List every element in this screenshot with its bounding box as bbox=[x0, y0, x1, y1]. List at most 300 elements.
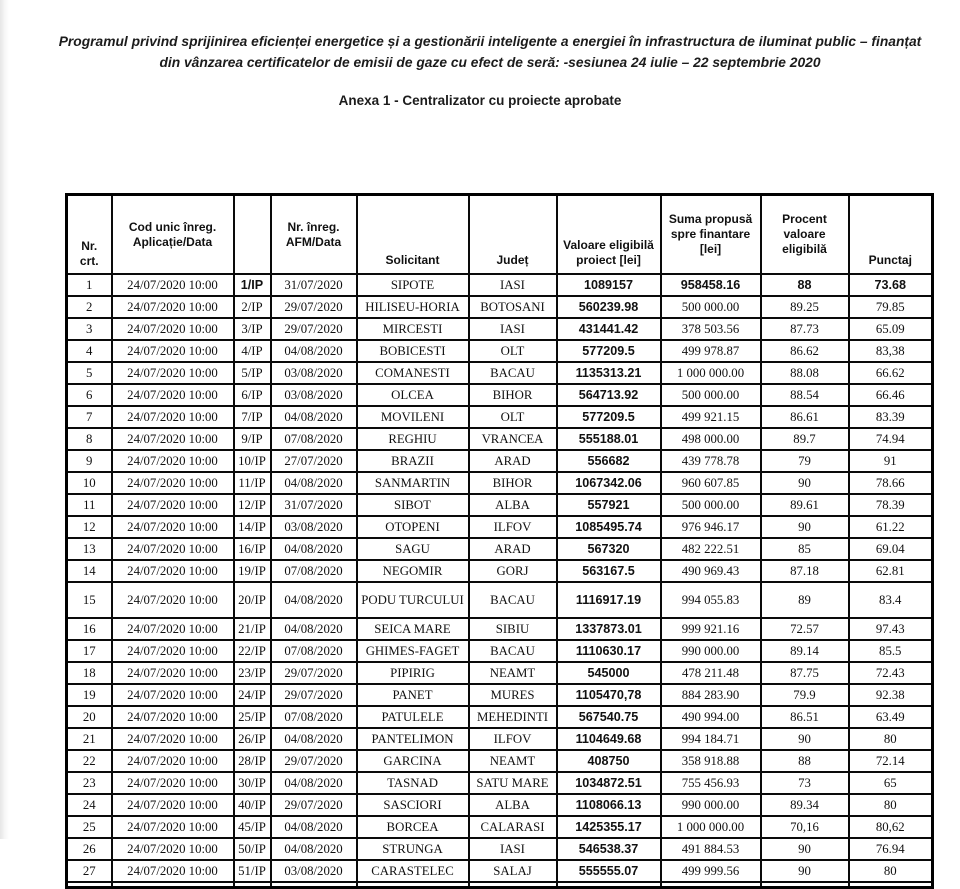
cell: 24/07/2020 10:00 bbox=[112, 450, 234, 472]
cell: 2 bbox=[67, 296, 112, 318]
cell: ARAD bbox=[469, 538, 557, 560]
cell: BACAU bbox=[469, 362, 557, 384]
cell: 19 bbox=[67, 684, 112, 706]
cell: SAGU bbox=[357, 538, 469, 560]
cell: 560239.98 bbox=[557, 296, 661, 318]
header-row bbox=[67, 195, 933, 275]
cutoff-row bbox=[67, 882, 933, 888]
cell: 556682 bbox=[557, 450, 661, 472]
cell: 17 bbox=[67, 640, 112, 662]
scan-edge-artifact bbox=[0, 0, 9, 839]
cell: 9/IP bbox=[234, 428, 271, 450]
cell: 04/08/2020 bbox=[271, 772, 357, 794]
cell: ALBA bbox=[469, 494, 557, 516]
column-header-0: Nr. crt. bbox=[67, 195, 112, 275]
cell: SIBOT bbox=[357, 494, 469, 516]
table-row bbox=[67, 618, 933, 640]
cell: 1110630.17 bbox=[557, 640, 661, 662]
cell: 24/07/2020 10:00 bbox=[112, 274, 234, 296]
cell: 51/IP bbox=[234, 860, 271, 882]
cell: 90 bbox=[761, 472, 849, 494]
cell: 12 bbox=[67, 516, 112, 538]
column-header-2 bbox=[234, 195, 271, 275]
table-row bbox=[67, 684, 933, 706]
cell: MOVILENI bbox=[357, 406, 469, 428]
cell: 499 978.87 bbox=[661, 340, 761, 362]
cell: GORJ bbox=[469, 560, 557, 582]
cell: NEAMT bbox=[469, 750, 557, 772]
cell: BRAZII bbox=[357, 450, 469, 472]
cell: 500 000.00 bbox=[661, 296, 761, 318]
table-row bbox=[67, 384, 933, 406]
table-row bbox=[67, 750, 933, 772]
cell: 92.38 bbox=[849, 684, 933, 706]
cell: 66.46 bbox=[849, 384, 933, 406]
cell: 86.61 bbox=[761, 406, 849, 428]
cell: 26 bbox=[67, 838, 112, 860]
cell: 567540.75 bbox=[557, 706, 661, 728]
cell: PANTELIMON bbox=[357, 728, 469, 750]
cell: 03/08/2020 bbox=[271, 384, 357, 406]
cell: 5 bbox=[67, 362, 112, 384]
cell: 884 283.90 bbox=[661, 684, 761, 706]
cell: 6 bbox=[67, 384, 112, 406]
cell: 13 bbox=[67, 538, 112, 560]
cell: SASCIORI bbox=[357, 794, 469, 816]
table-row bbox=[67, 706, 933, 728]
cell: 24/07/2020 10:00 bbox=[112, 362, 234, 384]
document-title bbox=[40, 31, 940, 73]
cell: 29/07/2020 bbox=[271, 662, 357, 684]
cell: 90 bbox=[761, 838, 849, 860]
cell: 4/IP bbox=[234, 340, 271, 362]
cell: 1085495.74 bbox=[557, 516, 661, 538]
cell: 500 000.00 bbox=[661, 494, 761, 516]
cell: 04/08/2020 bbox=[271, 340, 357, 362]
cutoff-cell bbox=[557, 882, 661, 888]
cell: 72.43 bbox=[849, 662, 933, 684]
cell: 90 bbox=[761, 516, 849, 538]
cell: 87.18 bbox=[761, 560, 849, 582]
cell: 26/IP bbox=[234, 728, 271, 750]
table-row bbox=[67, 450, 933, 472]
table-row bbox=[67, 860, 933, 882]
cell: 70,16 bbox=[761, 816, 849, 838]
cell: SIBIU bbox=[469, 618, 557, 640]
cell: 24/07/2020 10:00 bbox=[112, 538, 234, 560]
cell: 24/07/2020 10:00 bbox=[112, 318, 234, 340]
cutoff-cell bbox=[357, 882, 469, 888]
table-row bbox=[67, 516, 933, 538]
cell: 89.34 bbox=[761, 794, 849, 816]
table-header bbox=[67, 195, 933, 275]
cell: 1 bbox=[67, 274, 112, 296]
cutoff-cell bbox=[661, 882, 761, 888]
cell: 1089157 bbox=[557, 274, 661, 296]
cell: 20/IP bbox=[234, 582, 271, 618]
cell: 500 000.00 bbox=[661, 384, 761, 406]
cell: 1034872.51 bbox=[557, 772, 661, 794]
cell: 89.61 bbox=[761, 494, 849, 516]
table-row bbox=[67, 362, 933, 384]
cell: 990 000.00 bbox=[661, 794, 761, 816]
column-header-3: Nr. înreg. AFM/Data bbox=[271, 195, 357, 275]
cell: 24/07/2020 10:00 bbox=[112, 340, 234, 362]
cell: 80 bbox=[849, 728, 933, 750]
table-row bbox=[67, 640, 933, 662]
cell: 24/07/2020 10:00 bbox=[112, 838, 234, 860]
cell: 18 bbox=[67, 662, 112, 684]
cell: IASI bbox=[469, 838, 557, 860]
cell: 3/IP bbox=[234, 318, 271, 340]
cell: 10 bbox=[67, 472, 112, 494]
cell: PATULELE bbox=[357, 706, 469, 728]
cell: 24/07/2020 10:00 bbox=[112, 406, 234, 428]
cell: 11 bbox=[67, 494, 112, 516]
cell: 04/08/2020 bbox=[271, 728, 357, 750]
cell: 76.94 bbox=[849, 838, 933, 860]
cell: 24 bbox=[67, 794, 112, 816]
cell: 07/08/2020 bbox=[271, 706, 357, 728]
cell: 9 bbox=[67, 450, 112, 472]
cell: 80 bbox=[849, 794, 933, 816]
table-row bbox=[67, 772, 933, 794]
cell: MURES bbox=[469, 684, 557, 706]
cell: 89.7 bbox=[761, 428, 849, 450]
table-row bbox=[67, 340, 933, 362]
cell: BACAU bbox=[469, 640, 557, 662]
cell: PIPIRIG bbox=[357, 662, 469, 684]
cell: 22 bbox=[67, 750, 112, 772]
cell: 12/IP bbox=[234, 494, 271, 516]
cell: MIRCESTI bbox=[357, 318, 469, 340]
cell: 490 994.00 bbox=[661, 706, 761, 728]
cell: PANET bbox=[357, 684, 469, 706]
cell: 3 bbox=[67, 318, 112, 340]
cell: 04/08/2020 bbox=[271, 582, 357, 618]
cell: HILISEU-HORIA bbox=[357, 296, 469, 318]
cell: STRUNGA bbox=[357, 838, 469, 860]
projects-table bbox=[65, 193, 934, 889]
cell: 1 000 000.00 bbox=[661, 816, 761, 838]
cell: 545000 bbox=[557, 662, 661, 684]
table-row bbox=[67, 582, 933, 618]
cell: 20 bbox=[67, 706, 112, 728]
cell: 88.54 bbox=[761, 384, 849, 406]
cell: 79.9 bbox=[761, 684, 849, 706]
cell: 83.39 bbox=[849, 406, 933, 428]
cell: 78.66 bbox=[849, 472, 933, 494]
cutoff-cell bbox=[271, 882, 357, 888]
cell: 23 bbox=[67, 772, 112, 794]
cell: 1337873.01 bbox=[557, 618, 661, 640]
cell: 97.43 bbox=[849, 618, 933, 640]
cell: 65 bbox=[849, 772, 933, 794]
cell: BACAU bbox=[469, 582, 557, 618]
cell: 65.09 bbox=[849, 318, 933, 340]
cell: 24/07/2020 10:00 bbox=[112, 860, 234, 882]
cell: 89.25 bbox=[761, 296, 849, 318]
cell: 50/IP bbox=[234, 838, 271, 860]
cell: NEAMT bbox=[469, 662, 557, 684]
cell: 89.14 bbox=[761, 640, 849, 662]
cell: ILFOV bbox=[469, 516, 557, 538]
cell: 21 bbox=[67, 728, 112, 750]
cell: 04/08/2020 bbox=[271, 618, 357, 640]
cell: 577209.5 bbox=[557, 340, 661, 362]
cell: 490 969.43 bbox=[661, 560, 761, 582]
cell: 958458.16 bbox=[661, 274, 761, 296]
cell: 24/07/2020 10:00 bbox=[112, 472, 234, 494]
cell: 24/07/2020 10:00 bbox=[112, 384, 234, 406]
cell: 91 bbox=[849, 450, 933, 472]
cell: GARCINA bbox=[357, 750, 469, 772]
cell: 7/IP bbox=[234, 406, 271, 428]
cell: SEICA MARE bbox=[357, 618, 469, 640]
cell: 31/07/2020 bbox=[271, 274, 357, 296]
cell: 28/IP bbox=[234, 750, 271, 772]
document-title-line2: din vânzarea certificatelor de emisii de gaze cu efect de seră: -sesiunea 24 iulie – 22 septembrie 2020 bbox=[159, 55, 821, 70]
cell: 577209.5 bbox=[557, 406, 661, 428]
cell: 29/07/2020 bbox=[271, 794, 357, 816]
cell: 557921 bbox=[557, 494, 661, 516]
cell: 482 222.51 bbox=[661, 538, 761, 560]
cell: 61.22 bbox=[849, 516, 933, 538]
cell: 546538.37 bbox=[557, 838, 661, 860]
cell: 24/07/2020 10:00 bbox=[112, 684, 234, 706]
cell: SANMARTIN bbox=[357, 472, 469, 494]
cell: 04/08/2020 bbox=[271, 472, 357, 494]
table-body bbox=[67, 274, 933, 888]
cell: BOBICESTI bbox=[357, 340, 469, 362]
cell: 555188.01 bbox=[557, 428, 661, 450]
cell: PODU TURCULUI bbox=[357, 582, 469, 618]
cell: IASI bbox=[469, 318, 557, 340]
column-header-6: Valoare eligibilă proiect [lei] bbox=[557, 195, 661, 275]
cell: 69.04 bbox=[849, 538, 933, 560]
cell: 994 184.71 bbox=[661, 728, 761, 750]
cell: 27/07/2020 bbox=[271, 450, 357, 472]
cell: OLT bbox=[469, 340, 557, 362]
cell: 88.08 bbox=[761, 362, 849, 384]
cell: 24/07/2020 10:00 bbox=[112, 560, 234, 582]
cell: 03/08/2020 bbox=[271, 860, 357, 882]
cell: 87.73 bbox=[761, 318, 849, 340]
cell: 24/IP bbox=[234, 684, 271, 706]
table-row bbox=[67, 538, 933, 560]
cell: 88 bbox=[761, 274, 849, 296]
cell: 378 503.56 bbox=[661, 318, 761, 340]
cell: 25/IP bbox=[234, 706, 271, 728]
cell: 22/IP bbox=[234, 640, 271, 662]
cell: 73 bbox=[761, 772, 849, 794]
table-row bbox=[67, 794, 933, 816]
cell: 24/07/2020 10:00 bbox=[112, 516, 234, 538]
cell: 23/IP bbox=[234, 662, 271, 684]
cell: 40/IP bbox=[234, 794, 271, 816]
cell: 439 778.78 bbox=[661, 450, 761, 472]
cell: 999 921.16 bbox=[661, 618, 761, 640]
cell: 990 000.00 bbox=[661, 640, 761, 662]
cell: 27 bbox=[67, 860, 112, 882]
table-row bbox=[67, 662, 933, 684]
document-title-line1: Programul privind sprijinirea eficienței energetice și a gestionării inteligente a energiei în infrastructura de iluminat public – finanțat bbox=[58, 34, 922, 49]
cell: 74.94 bbox=[849, 428, 933, 450]
cell: 563167.5 bbox=[557, 560, 661, 582]
cell: 03/08/2020 bbox=[271, 516, 357, 538]
cell: 78.39 bbox=[849, 494, 933, 516]
cell: 15 bbox=[67, 582, 112, 618]
cell: 90 bbox=[761, 860, 849, 882]
cell: ILFOV bbox=[469, 728, 557, 750]
cell: IASI bbox=[469, 274, 557, 296]
cell: 19/IP bbox=[234, 560, 271, 582]
cell: BIHOR bbox=[469, 384, 557, 406]
table-row bbox=[67, 472, 933, 494]
cell: 14 bbox=[67, 560, 112, 582]
column-header-4: Solicitant bbox=[357, 195, 469, 275]
cell: 85.5 bbox=[849, 640, 933, 662]
cell: 79 bbox=[761, 450, 849, 472]
cell: 29/07/2020 bbox=[271, 318, 357, 340]
cell: 72.57 bbox=[761, 618, 849, 640]
cell: 80 bbox=[849, 860, 933, 882]
cell: SIPOTE bbox=[357, 274, 469, 296]
cell: 567320 bbox=[557, 538, 661, 560]
cell: 90 bbox=[761, 728, 849, 750]
table-row bbox=[67, 428, 933, 450]
cell: 1135313.21 bbox=[557, 362, 661, 384]
cell: 564713.92 bbox=[557, 384, 661, 406]
cell: 31/07/2020 bbox=[271, 494, 357, 516]
cell: 24/07/2020 10:00 bbox=[112, 728, 234, 750]
cell: 04/08/2020 bbox=[271, 538, 357, 560]
table-row bbox=[67, 838, 933, 860]
table-row bbox=[67, 728, 933, 750]
cell: 29/07/2020 bbox=[271, 296, 357, 318]
table-row bbox=[67, 816, 933, 838]
cell: NEGOMIR bbox=[357, 560, 469, 582]
cell: 24/07/2020 10:00 bbox=[112, 662, 234, 684]
cutoff-cell bbox=[469, 882, 557, 888]
cell: SATU MARE bbox=[469, 772, 557, 794]
cell: 72.14 bbox=[849, 750, 933, 772]
cell: TASNAD bbox=[357, 772, 469, 794]
cell: 5/IP bbox=[234, 362, 271, 384]
cell: CARASTELEC bbox=[357, 860, 469, 882]
cell: 1067342.06 bbox=[557, 472, 661, 494]
cell: 45/IP bbox=[234, 816, 271, 838]
cutoff-cell bbox=[849, 882, 933, 888]
annex-subtitle: Anexa 1 - Centralizator cu proiecte aprobate bbox=[338, 93, 622, 108]
cell: 24/07/2020 10:00 bbox=[112, 750, 234, 772]
cell: 408750 bbox=[557, 750, 661, 772]
cell: 11/IP bbox=[234, 472, 271, 494]
cell: COMANESTI bbox=[357, 362, 469, 384]
cell: 498 000.00 bbox=[661, 428, 761, 450]
cell: 4 bbox=[67, 340, 112, 362]
cell: 16 bbox=[67, 618, 112, 640]
cell: 1/IP bbox=[234, 274, 271, 296]
column-header-1: Cod unic înreg. Aplicație/Data bbox=[112, 195, 234, 275]
table-row bbox=[67, 406, 933, 428]
cell: ALBA bbox=[469, 794, 557, 816]
cell: 86.62 bbox=[761, 340, 849, 362]
cell: 80,62 bbox=[849, 816, 933, 838]
cell: 7 bbox=[67, 406, 112, 428]
cell: VRANCEA bbox=[469, 428, 557, 450]
cell: MEHEDINTI bbox=[469, 706, 557, 728]
cell: 30/IP bbox=[234, 772, 271, 794]
cell: BOTOSANI bbox=[469, 296, 557, 318]
cell: 8 bbox=[67, 428, 112, 450]
cell: OLCEA bbox=[357, 384, 469, 406]
cell: 24/07/2020 10:00 bbox=[112, 706, 234, 728]
cell: 24/07/2020 10:00 bbox=[112, 816, 234, 838]
cell: ARAD bbox=[469, 450, 557, 472]
cell: 25 bbox=[67, 816, 112, 838]
cell: 24/07/2020 10:00 bbox=[112, 794, 234, 816]
cell: OLT bbox=[469, 406, 557, 428]
cell: 1 000 000.00 bbox=[661, 362, 761, 384]
cell: 1104649.68 bbox=[557, 728, 661, 750]
cell: 07/08/2020 bbox=[271, 428, 357, 450]
cell: SALAJ bbox=[469, 860, 557, 882]
cell: 86.51 bbox=[761, 706, 849, 728]
cell: 358 918.88 bbox=[661, 750, 761, 772]
cell: BORCEA bbox=[357, 816, 469, 838]
cell: 83.4 bbox=[849, 582, 933, 618]
cell: 1425355.17 bbox=[557, 816, 661, 838]
column-header-8: Procent valoare eligibilă bbox=[761, 195, 849, 275]
cell: 21/IP bbox=[234, 618, 271, 640]
table-row bbox=[67, 318, 933, 340]
cell: 07/08/2020 bbox=[271, 560, 357, 582]
column-header-5: Județ bbox=[469, 195, 557, 275]
cutoff-cell bbox=[67, 882, 112, 888]
cell: 24/07/2020 10:00 bbox=[112, 618, 234, 640]
cell: 87.75 bbox=[761, 662, 849, 684]
cell: 24/07/2020 10:00 bbox=[112, 582, 234, 618]
cell: REGHIU bbox=[357, 428, 469, 450]
cell: 85 bbox=[761, 538, 849, 560]
cell: 03/08/2020 bbox=[271, 362, 357, 384]
cell: 499 999.56 bbox=[661, 860, 761, 882]
cell: 04/08/2020 bbox=[271, 838, 357, 860]
column-header-9: Punctaj bbox=[849, 195, 933, 275]
cell: 10/IP bbox=[234, 450, 271, 472]
cell: 62.81 bbox=[849, 560, 933, 582]
cell: 499 921.15 bbox=[661, 406, 761, 428]
cell: 1116917.19 bbox=[557, 582, 661, 618]
cell: 2/IP bbox=[234, 296, 271, 318]
cell: 24/07/2020 10:00 bbox=[112, 428, 234, 450]
cell: 994 055.83 bbox=[661, 582, 761, 618]
cell: 24/07/2020 10:00 bbox=[112, 494, 234, 516]
table-row bbox=[67, 296, 933, 318]
cell: 24/07/2020 10:00 bbox=[112, 772, 234, 794]
cell: 88 bbox=[761, 750, 849, 772]
cell: 29/07/2020 bbox=[271, 750, 357, 772]
cell: 755 456.93 bbox=[661, 772, 761, 794]
table-row bbox=[67, 274, 933, 296]
cell: 431441.42 bbox=[557, 318, 661, 340]
cell: 73.68 bbox=[849, 274, 933, 296]
cell: 07/08/2020 bbox=[271, 640, 357, 662]
cell: 83,38 bbox=[849, 340, 933, 362]
cell: 24/07/2020 10:00 bbox=[112, 296, 234, 318]
cell: 29/07/2020 bbox=[271, 684, 357, 706]
